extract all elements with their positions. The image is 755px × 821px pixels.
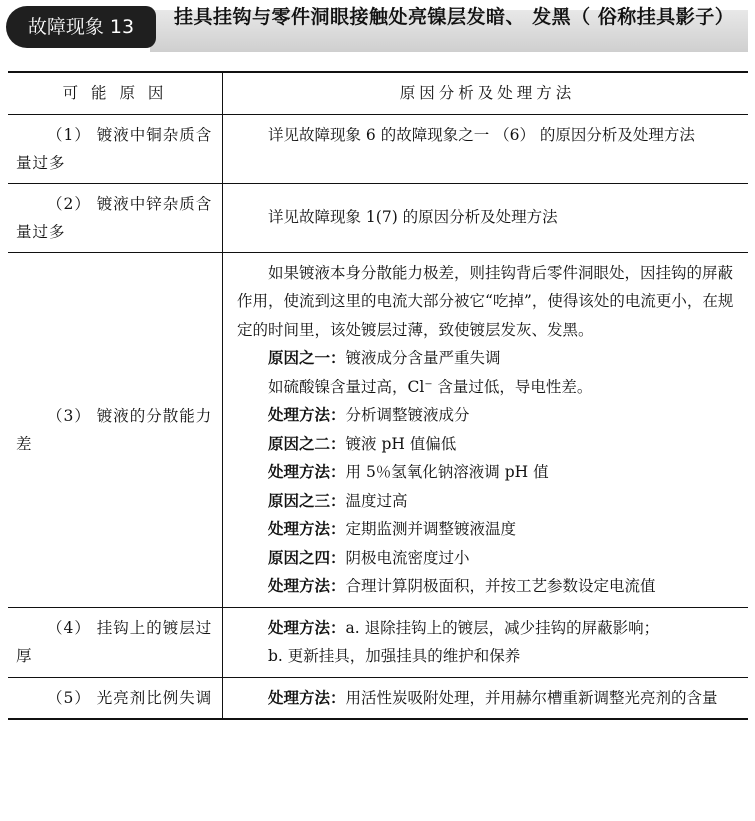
cause-cell xyxy=(8,678,223,719)
table-row xyxy=(8,253,748,608)
table-row xyxy=(8,115,748,184)
line-label: 原因之三： xyxy=(268,491,346,510)
cause-text: （1） 镀液中铜杂质含量过多 xyxy=(16,125,213,172)
cause-cell xyxy=(8,253,223,607)
analysis-line xyxy=(237,487,738,516)
cause-text: （4） 挂钩上的镀层过厚 xyxy=(16,618,213,665)
table-header-row xyxy=(8,73,748,115)
section-header xyxy=(0,0,755,62)
line-text: b. 更新挂具，加强挂具的维护和保养 xyxy=(268,647,521,665)
line-text: 合理计算阴极面积，并按工艺参数设定电流值 xyxy=(345,577,656,595)
line-label: 原因之二： xyxy=(268,434,346,453)
line-text: a. 退除挂钩上的镀层，减少挂钩的屏蔽影响； xyxy=(345,618,660,637)
line-label: 处理方法： xyxy=(268,577,346,595)
fault-tag: 故障现象 13 xyxy=(6,6,156,48)
table-row xyxy=(8,184,748,253)
line-label: 处理方法： xyxy=(268,520,346,538)
section-title: 挂具挂钩与零件洞眼接触处亮镍层发暗、 发黑（ 俗称挂具影子） xyxy=(174,6,735,28)
analysis-text: 详见故障现象 1(7) 的原因分析及处理方法 xyxy=(268,208,558,227)
cause-text: （3） 镀液的分散能力差 xyxy=(16,406,213,453)
line-label: 处理方法： xyxy=(268,463,346,481)
column-header-cause: 可 能 原 因 xyxy=(8,73,223,114)
line-label: 处理方法： xyxy=(268,618,346,637)
cause-text: （5） 光亮剂比例失调 xyxy=(47,688,213,707)
analysis-text: 详见故障现象 6 的故障现象之一 （6） 的原因分析及处理方法 xyxy=(268,125,695,144)
line-label: 原因之一： xyxy=(268,349,346,367)
table-row xyxy=(8,678,748,719)
cause-cell xyxy=(8,608,223,677)
cause-cell xyxy=(8,184,223,252)
cause-analysis-table xyxy=(8,71,748,720)
analysis-line xyxy=(237,458,738,487)
analysis-cell xyxy=(223,115,748,183)
line-text: 用活性炭吸附处理，并用赫尔槽重新调整光亮剂的含量 xyxy=(345,688,718,707)
line-text: 分析调整镀液成分 xyxy=(345,406,470,424)
analysis-line xyxy=(237,544,738,573)
line-text: 如硫酸镍含量过高，Cl⁻ 含量过低，导电性差。 xyxy=(268,377,593,396)
line-label: 处理方法： xyxy=(268,406,346,424)
table-row xyxy=(8,608,748,678)
analysis-line xyxy=(237,572,738,601)
cause-cell xyxy=(8,115,223,183)
analysis-line xyxy=(237,614,738,643)
line-text: 镀液成分含量严重失调 xyxy=(345,349,501,367)
analysis-line xyxy=(237,373,738,402)
analysis-cell xyxy=(223,253,748,607)
cause-text: （2） 镀液中锌杂质含量过多 xyxy=(16,194,213,241)
line-text: 阴极电流密度过小 xyxy=(345,548,470,567)
analysis-line xyxy=(237,642,738,671)
line-label: 原因之四： xyxy=(268,548,346,567)
line-label: 处理方法： xyxy=(268,688,346,707)
analysis-line xyxy=(237,430,738,459)
line-text: 镀液 pH 值偏低 xyxy=(345,434,457,453)
analysis-intro: 如果镀液本身分散能力极差，则挂钩背后零件洞眼处，因挂钩的屏蔽作用，使流到这里的电流大部分被它“吃掉”，使得该处的电流更小，在规定的时间里，该处镀层过薄，致使镀层发灰、发黑。 xyxy=(237,263,734,339)
analysis-cell xyxy=(223,608,748,677)
analysis-cell xyxy=(223,678,748,719)
analysis-cell xyxy=(223,184,748,252)
line-text: 温度过高 xyxy=(345,491,408,510)
analysis-line xyxy=(237,515,738,544)
analysis-line xyxy=(237,344,738,373)
analysis-line xyxy=(237,401,738,430)
line-text: 用 5％氢氧化钠溶液调 pH 值 xyxy=(345,463,549,481)
line-text: 定期监测并调整镀液温度 xyxy=(345,520,517,538)
column-header-analysis: 原因分析及处理方法 xyxy=(399,84,576,102)
analysis-line xyxy=(237,684,738,713)
